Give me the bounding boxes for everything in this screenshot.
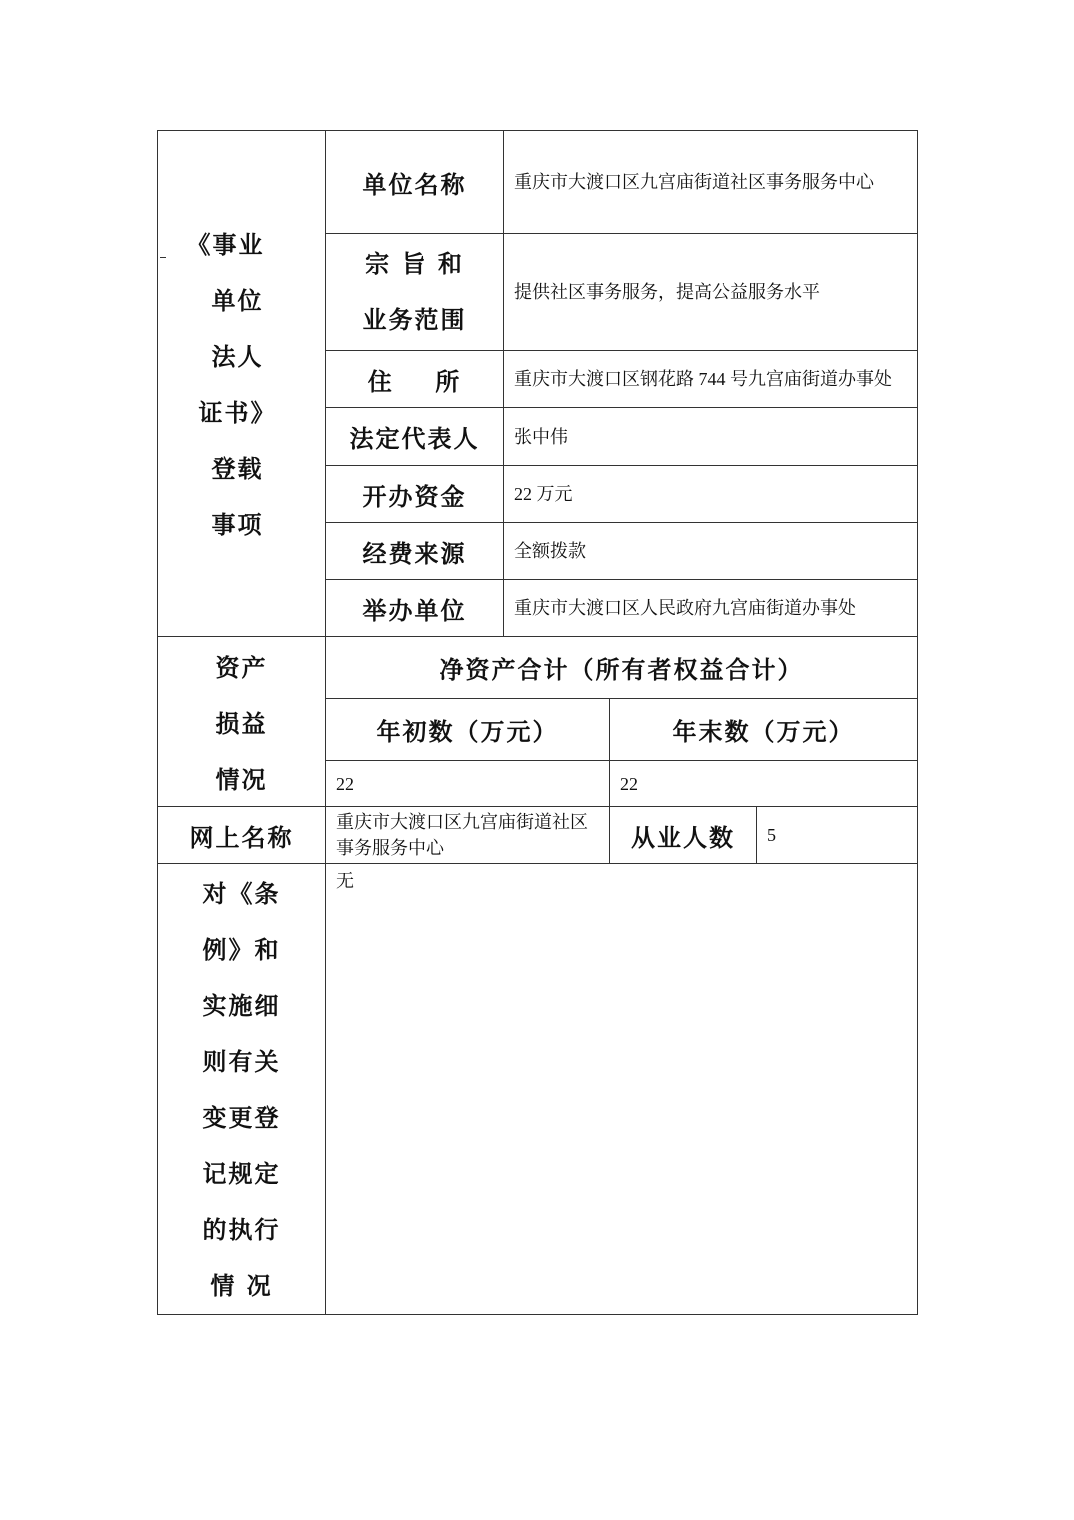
assets-title-line: 情况 — [215, 765, 268, 794]
compliance-section-title — [158, 866, 325, 1314]
end-of-year-header: 年末数（万元） — [609, 698, 918, 761]
end-of-year-value: 22 — [609, 760, 918, 807]
compliance-title-line: 对《条 — [202, 879, 281, 908]
net-assets-header: 净资产合计（所有者权益合计） — [325, 636, 918, 699]
capital-value: 22 万元 — [503, 465, 918, 523]
compliance-title-line: 例》和 — [202, 935, 281, 964]
assets-title-line: 资产 — [215, 653, 268, 682]
sponsor-label: 举办单位 — [325, 579, 504, 637]
start-of-year-value: 22 — [325, 760, 610, 807]
unit-name-value: 重庆市大渡口区九宫庙街道社区事务服务中心 — [503, 130, 918, 234]
compliance-title-line: 则有关 — [202, 1047, 281, 1076]
registration-title-line: 证书》 — [198, 398, 277, 427]
funding-source-label: 经费来源 — [325, 522, 504, 580]
capital-label: 开办资金 — [325, 465, 504, 523]
compliance-title-line: 的执行 — [202, 1215, 281, 1244]
registration-section-title — [150, 217, 325, 553]
margin-tick — [160, 257, 166, 258]
compliance-value-cell — [325, 863, 918, 1315]
registration-title-line: 单位 — [211, 286, 264, 315]
unit-name-label: 单位名称 — [325, 130, 504, 234]
online-name-label: 网上名称 — [157, 806, 326, 864]
address-label: 住 所 — [325, 350, 504, 408]
start-of-year-header: 年初数（万元） — [325, 698, 610, 761]
purpose-scope-value: 提供社区事务服务，提高公益服务水平 — [503, 233, 918, 351]
address-value: 重庆市大渡口区钢花路 744 号九宫庙街道办事处 — [503, 350, 918, 408]
staff-count-value: 5 — [756, 806, 918, 864]
purpose-scope-label-line: 宗 旨 和 — [365, 249, 464, 278]
online-name-value: 重庆市大渡口区九宫庙街道社区事务服务中心 — [325, 806, 610, 864]
registration-title-line: 《事业 — [186, 230, 265, 259]
registration-title-line: 法人 — [211, 342, 264, 371]
purpose-scope-label — [325, 233, 504, 351]
registration-title-line: 事项 — [211, 510, 264, 539]
compliance-title-line: 实施细 — [202, 991, 281, 1020]
registration-section-cell — [157, 130, 326, 637]
assets-section-cell — [157, 636, 326, 807]
purpose-scope-label-line: 业务范围 — [362, 305, 467, 334]
compliance-section-cell — [157, 863, 326, 1315]
compliance-title-line: 记规定 — [202, 1159, 281, 1188]
compliance-title-line: 变更登 — [202, 1103, 281, 1132]
legal-rep-label: 法定代表人 — [325, 407, 504, 466]
staff-count-label: 从业人数 — [609, 806, 757, 864]
legal-rep-value: 张中伟 — [503, 407, 918, 466]
funding-source-value: 全额拨款 — [503, 522, 918, 580]
sponsor-value: 重庆市大渡口区人民政府九宫庙街道办事处 — [503, 579, 918, 637]
compliance-value: 无 — [336, 871, 354, 891]
assets-section-title — [158, 640, 325, 808]
registration-title-line: 登载 — [211, 454, 264, 483]
compliance-title-line: 情 况 — [210, 1271, 273, 1300]
assets-title-line: 损益 — [215, 709, 268, 738]
